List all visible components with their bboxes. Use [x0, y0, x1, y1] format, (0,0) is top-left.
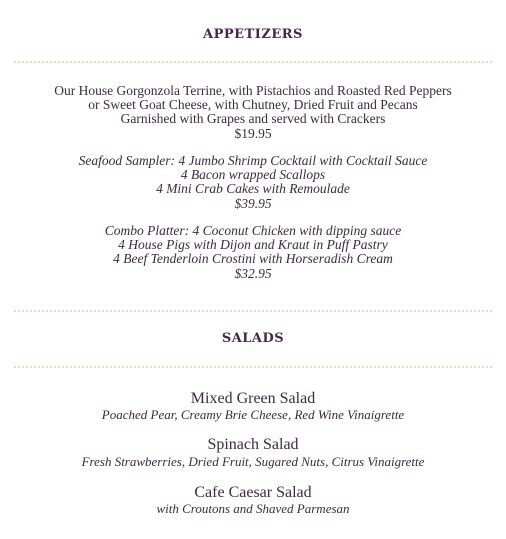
item-line: Our House Gorgonzola Terrine, with Pistachios and Roasted Red Peppers	[54, 83, 452, 98]
appetizer-item-combo-platter	[0, 224, 506, 281]
salads-top-divider	[14, 366, 492, 368]
salad-description: Poached Pear, Creamy Brie Cheese, Red Wine Vinaigrette	[101, 407, 405, 422]
salad-description: with Croutons and Shaved Parmesan	[156, 501, 350, 516]
salad-name: Spinach Salad	[207, 436, 299, 453]
salad-name: Cafe Caesar Salad	[194, 484, 312, 501]
item-price: $19.95	[234, 125, 272, 141]
item-line: 4 Beef Tenderloin Crostini with Horseradish Cream	[113, 251, 393, 267]
item-line: Combo Platter: 4 Coconut Chicken with dipping sauce	[104, 223, 402, 238]
appetizers-bottom-divider	[14, 310, 492, 312]
appetizer-item-terrine	[0, 84, 506, 141]
appetizers-top-divider	[14, 61, 492, 63]
item-price: $32.95	[234, 265, 272, 281]
item-line: 4 Bacon wrapped Scallops	[180, 167, 326, 183]
item-line: 4 House Pigs with Dijon and Kraut in Puff Pastry	[118, 237, 388, 253]
item-line: Garnished with Grapes and served with Crackers	[120, 111, 386, 127]
item-line: or Sweet Goat Cheese, with Chutney, Dried Fruit and Pecans	[88, 97, 418, 113]
appetizer-item-seafood-sampler	[0, 154, 506, 211]
item-price: $39.95	[234, 195, 272, 211]
salad-name: Mixed Green Salad	[190, 390, 316, 407]
salad-description: Fresh Strawberries, Dried Fruit, Sugared Nuts, Citrus Vinaigrette	[81, 454, 425, 469]
appetizers-heading: APPETIZERS	[203, 27, 303, 42]
item-line: 4 Mini Crab Cakes with Remoulade	[156, 181, 350, 197]
salads-heading: SALADS	[221, 331, 285, 346]
item-line: Seafood Sampler: 4 Jumbo Shrimp Cocktail with Cocktail Sauce	[78, 153, 428, 168]
